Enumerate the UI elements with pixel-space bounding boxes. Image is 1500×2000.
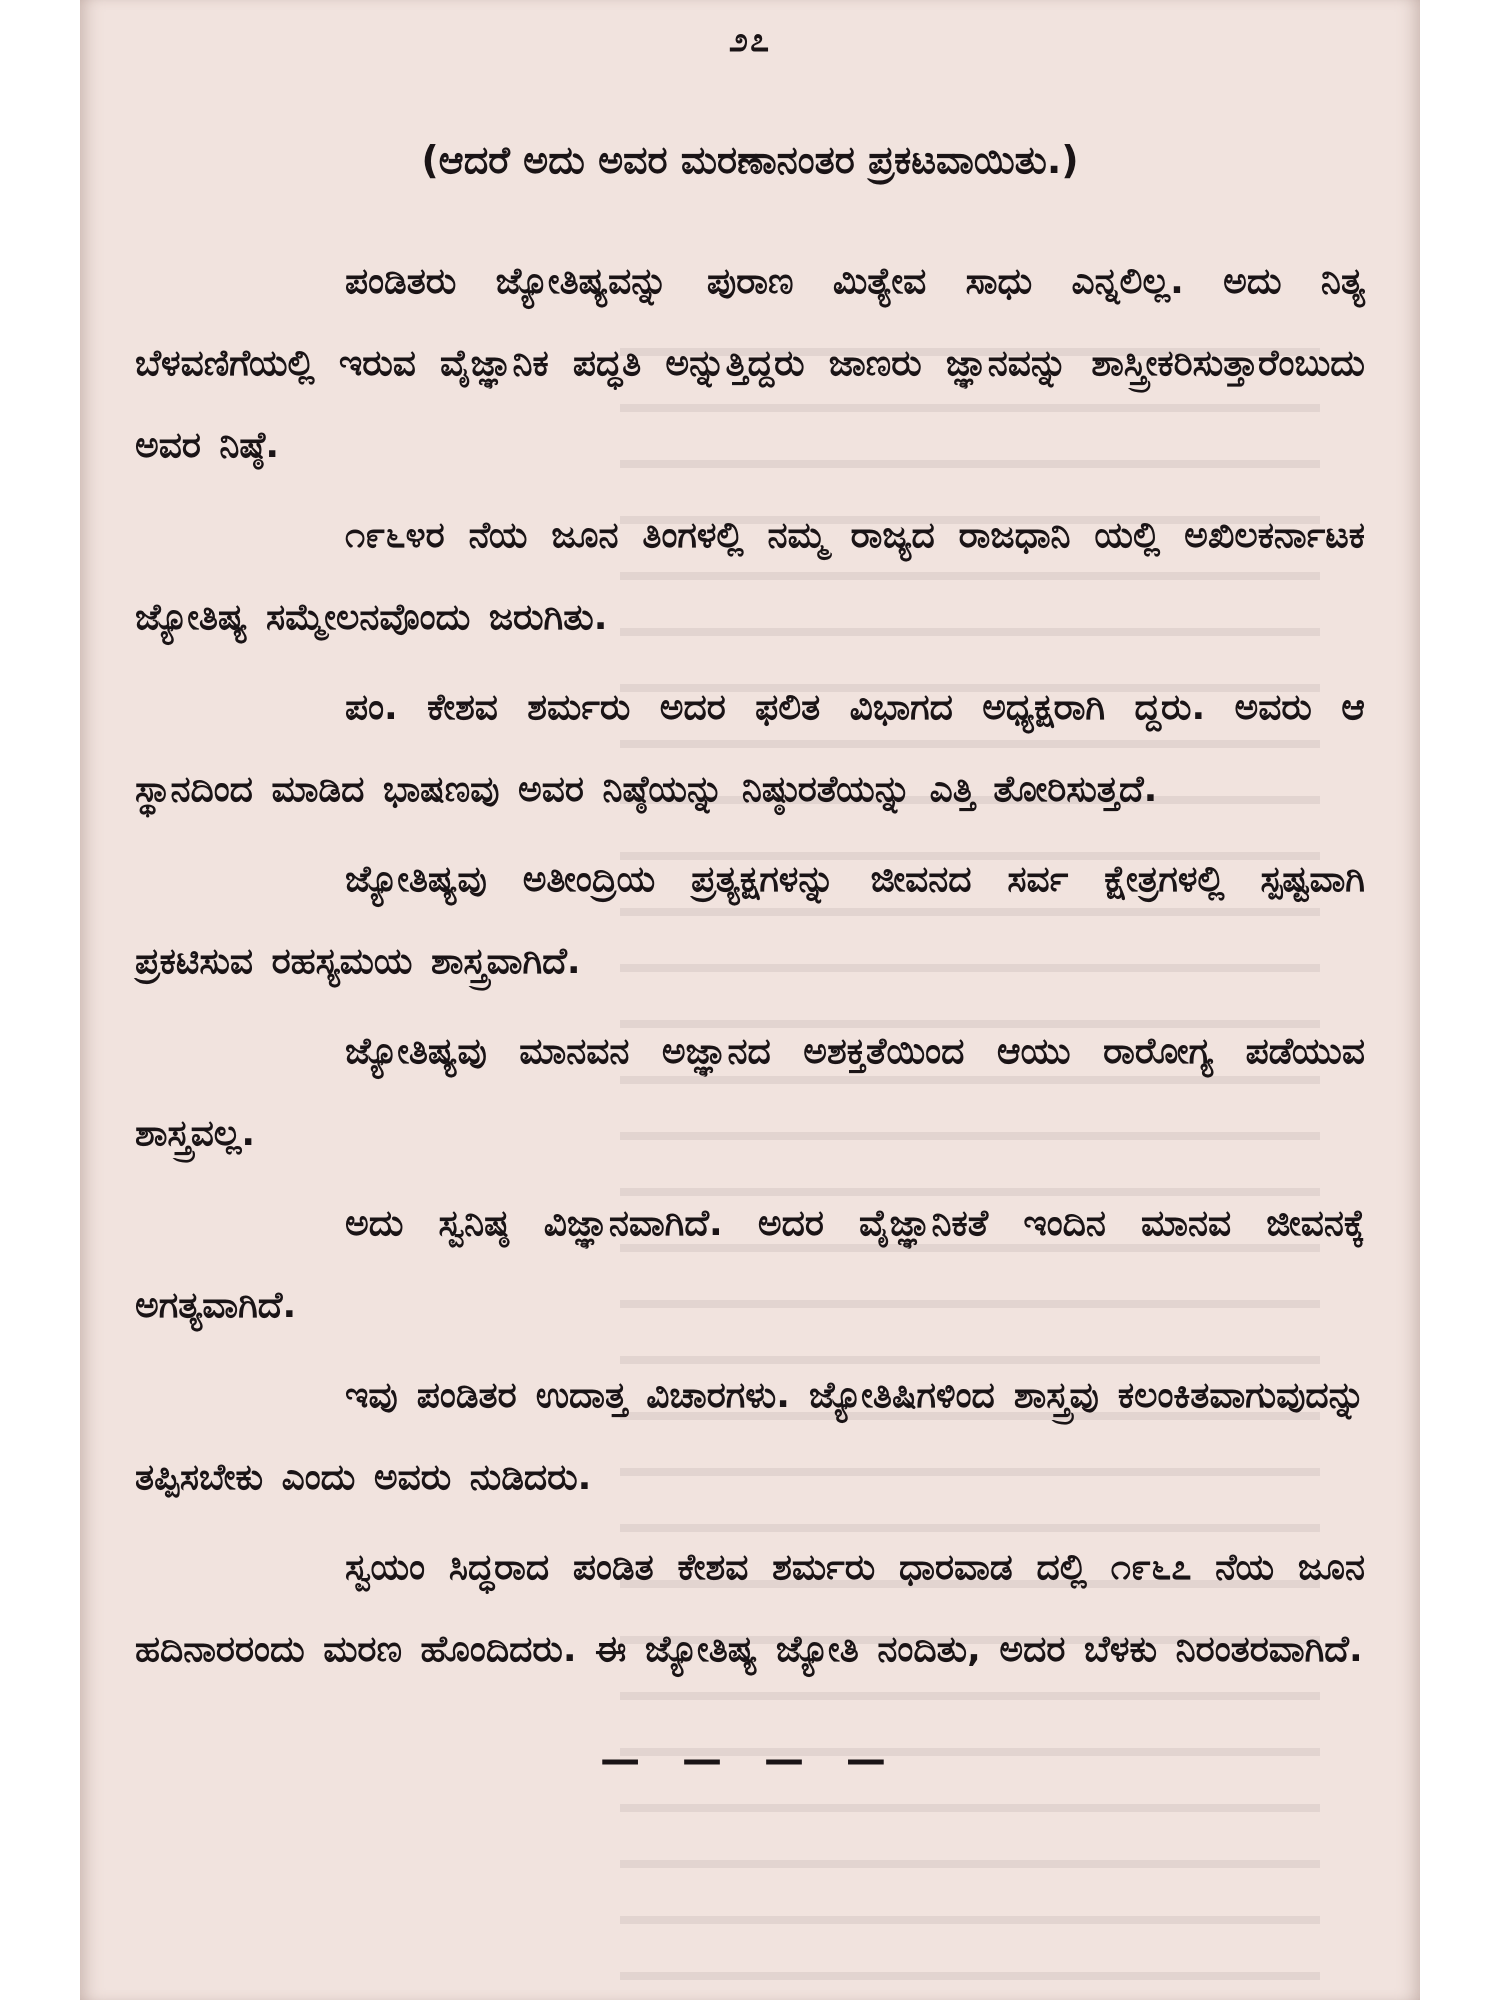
page-number: ೨೭ (728, 20, 772, 60)
page-content (135, 20, 1365, 1783)
book-page (80, 0, 1420, 2000)
paragraph-3: ಪಂ. ಕೇಶವ ಶರ್ಮರು ಅದರ ಫಲಿತ ವಿಭಾಗದ ಅಧ್ಯಕ್ಷರಾಗಿ ದ್ದರು. ಅವರು ಆ ಸ್ಥಾನದಿಂದ ಮಾಡಿದ ಭಾಷಣವು ಅವರ ನಿಷ್ಠೆಯನ್ನು ನಿಷ್ಠುರತೆಯನ್ನು ಎತ್ತಿ ತೋರಿಸುತ್ತದೆ. (135, 687, 1365, 810)
parenthetical-note: (ಆದರೆ ಅದು ಅವರ ಮರಣಾನಂತರ ಪ್ರಕಟವಾಯಿತು.) (421, 138, 1079, 182)
end-divider: — — — — (600, 1737, 900, 1783)
paragraph-4: ಜ್ಯೋತಿಷ್ಯವು ಅತೀಂದ್ರಿಯ ಪ್ರತ್ಯಕ್ಷಗಳನ್ನು ಜೀವನದ ಸರ್ವ ಕ್ಷೇತ್ರಗಳಲ್ಲಿ ಸ್ಪಷ್ಟವಾಗಿ ಪ್ರಕಟಿಸುವ ರಹಸ್ಯಮಯ ಶಾಸ್ತ್ರವಾಗಿದೆ. (135, 859, 1365, 982)
paragraph-2: ೧೯೬೪ರ ನೆಯ ಜೂನ ತಿಂಗಳಲ್ಲಿ ನಮ್ಮ ರಾಜ್ಯದ ರಾಜಧಾನಿ ಯಲ್ಲಿ ಅಖಿಲಕರ್ನಾಟಕ ಜ್ಯೋತಿಷ್ಯ ಸಮ್ಮೇಲನವೊಂದು ಜರುಗಿತು. (135, 515, 1365, 638)
paragraph-1: ಪಂಡಿತರು ಜ್ಯೋತಿಷ್ಯವನ್ನು ಪುರಾಣ ಮಿತ್ಯೇವ ಸಾಧು ಎನ್ನಲಿಲ್ಲ. ಅದು ನಿತ್ಯ ಬೆಳವಣಿಗೆಯಲ್ಲಿ ಇರುವ ವೈಜ್ಞಾನಿಕ ಪದ್ಧತಿ ಅನ್ನುತ್ತಿದ್ದರು ಜಾಣರು ಜ್ಞಾನವನ್ನು ಶಾಸ್ತ್ರೀಕರಿಸುತ್ತಾರೆಂಬುದು ಅವರ ನಿಷ್ಠೆ. (135, 261, 1365, 466)
paragraph-8: ಸ್ವಯಂ ಸಿದ್ಧರಾದ ಪಂಡಿತ ಕೇಶವ ಶರ್ಮರು ಧಾರವಾಡ ದಲ್ಲಿ ೧೯೬೭ ನೆಯ ಜೂನ ಹದಿನಾರರಂದು ಮರಣ ಹೊಂದಿದರು. ಈ ಜ್ಯೋತಿಷ್ಯ ಜ್ಯೋತಿ ನಂದಿತು, ಅದರ ಬೆಳಕು ನಿರಂತರವಾಗಿದೆ. (135, 1547, 1365, 1670)
paragraph-7: ಇವು ಪಂಡಿತರ ಉದಾತ್ತ ವಿಚಾರಗಳು. ಜ್ಯೋತಿಷಿಗಳಿಂದ ಶಾಸ್ತ್ರವು ಕಲಂಕಿತವಾಗುವುದನ್ನು ತಪ್ಪಿಸಬೇಕು ಎಂದು ಅವರು ನುಡಿದರು. (135, 1375, 1365, 1498)
paragraph-5: ಜ್ಯೋತಿಷ್ಯವು ಮಾನವನ ಅಜ್ಞಾನದ ಅಶಕ್ತತೆಯಿಂದ ಆಯು ರಾರೋಗ್ಯ ಪಡೆಯುವ ಶಾಸ್ತ್ರವಲ್ಲ. (135, 1031, 1365, 1154)
paragraph-6: ಅದು ಸ್ವನಿಷ್ಠ ವಿಜ್ಞಾನವಾಗಿದೆ. ಅದರ ವೈಜ್ಞಾನಿಕತೆ ಇಂದಿನ ಮಾನವ ಜೀವನಕ್ಕೆ ಅಗತ್ಯವಾಗಿದೆ. (135, 1203, 1365, 1326)
